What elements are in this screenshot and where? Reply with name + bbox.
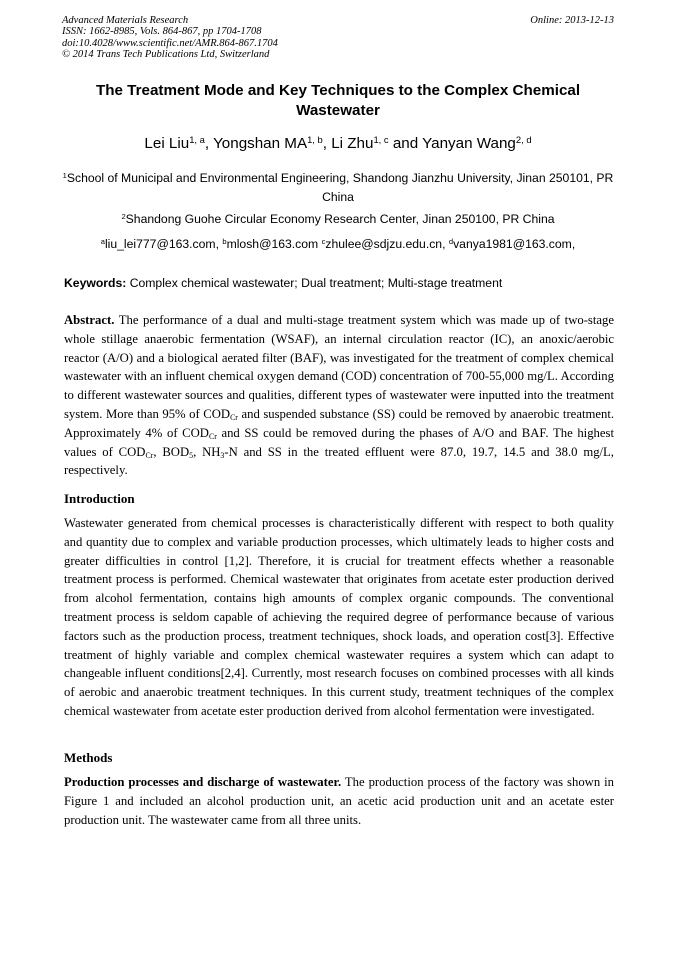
author-name: Yongshan MA [213,135,308,152]
copyright-line: © 2014 Trans Tech Publications Ltd, Switzerland [62,49,270,61]
abstract-text: , BOD [153,444,190,459]
affiliation-text: Shandong Guohe Circular Economy Research Center, Jinan 250100, PR China [125,212,555,226]
methods-paragraph [64,773,614,829]
affiliation-superscript: 2 [121,211,126,221]
email-address[interactable]: liu_lei777@163.com [104,237,216,251]
abstract [64,311,614,480]
journal-name: Advanced Materials Research [62,15,189,26]
doi-line: doi:10.4028/www.scientific.net/AMR.864-867.1704 [62,37,278,49]
author-name: Lei Liu [144,135,190,152]
abstract-text: -N and SS in the treated effluent were 87.0, 19.7, 14.5 and 38.0 mg/L, respectively. [64,444,614,478]
author-separator: , [322,135,332,152]
methods-subheading: Production processes and discharge of wastewater. [64,775,342,789]
author-list [62,134,614,154]
journal-header [62,15,614,61]
email-superscript: c [321,236,326,246]
issn-line: ISSN: 1662-8985, Vols. 864-867, pp 1704-1708 [62,26,262,38]
abstract-label: Abstract. [64,313,115,327]
email-address[interactable]: zhulee@sdjzu.edu.cn [325,237,443,251]
author-separator: , [204,135,214,152]
subscript-5: 5 [189,450,194,460]
author-separator: and [388,135,423,152]
email-address[interactable]: mlosh@163.com [226,237,319,251]
abstract-text: and SS could be removed during the phases of A/O and BAF. The highest values of COD [64,425,614,459]
introduction-paragraph: Wastewater generated from chemical processes is characteristically different with respect to both quality and quantity due to complex and variable production processes, which ultimately leads to higher costs and greater difficulties in control [1,2]. Therefore, it is crucial for treatment effects whether a reasonable treatment process is performed. Chemical wastewater that originates from acetate ester production derived from alcohol fermentation, contains high amounts of complex organic compounds. The conventional treatment process is seldom capable of achieving the required degree of performance because of various factors such as the production process, treatment techniques, shock loads, and operation cost[3]. Effective treatment of highly variable and complex chemical wastewater requires a system which can adapt to changeable influent conditions[2,4]. Currently, most research focuses on combined processes with all kinds of aerobic and anaerobic treatment techniques. In this current study, treatment techniques of the complex chemical wastewater from acetate ester production derived from alcohol fermentation were investigated. [64,516,614,718]
abstract-text: The performance of a dual and multi-stage treatment system which was made up of two-stage whole stillage anaerobic fermentation (WSAF), an internal circulation reactor (IC), an anoxic/aerobic reactor (A/O) and a biological aerated filter (BAF), was investigated for the treatment of complex chemical wastewater with an influent chemical oxygen demand (COD) concentration of 700-55,000 mg/L. According to different wastewater sources and qualities, different types of wastewater were inputted into the treatment system. More than 95% of COD [64,313,614,421]
email-superscript: d [448,236,454,246]
affiliation-2 [62,210,614,229]
author-superscript: 2, d [515,133,532,145]
affiliation-text: School of Municipal and Environmental Engineering, Shandong Jianzhu University, Jinan 250101, PR China [66,171,614,204]
paper-title: The Treatment Mode and Key Techniques to the Complex Chemical Wastewater [95,82,581,119]
author-superscript: 1, c [373,133,389,145]
email-superscript: b [222,236,227,246]
abstract-text: and suspended substance (SS) could be removed by anaerobic treatment. Approximately 4% of COD [64,406,615,440]
methods-heading: Methods [64,750,113,765]
affiliation-superscript: 1 [62,170,67,180]
email-separator: , [215,237,223,251]
keywords [64,274,616,293]
email-separator: , [442,237,449,251]
email-list [62,235,614,254]
author-name: Yanyan Wang [422,135,516,152]
abstract-text: , NH [193,444,221,459]
email-superscript: a [100,236,105,246]
online-date: Online: 2013-12-13 [530,15,614,26]
subscript-cr: Cr [145,450,154,460]
subscript-cr: Cr [208,431,217,441]
affiliation-1 [62,169,614,207]
subscript-cr: Cr [230,412,238,422]
author-name: Li Zhu [331,135,374,152]
author-superscript: 1, b [307,133,323,145]
keywords-label: Keywords: [64,276,127,290]
email-address[interactable]: vanya1981@163.com [453,237,572,251]
introduction-heading: Introduction [64,491,135,506]
keywords-text: Complex chemical wastewater; Dual treatment; Multi-stage treatment [129,276,503,290]
author-superscript: 1, a [189,133,205,145]
email-separator: , [571,237,576,251]
methods-text: The production process of the factory was shown in Figure 1 and included an alcohol production unit, an acetic acid production unit and an acetate ester production unit. The wastewater came from all three units. [64,775,614,827]
subscript-3: 3 [220,450,225,460]
